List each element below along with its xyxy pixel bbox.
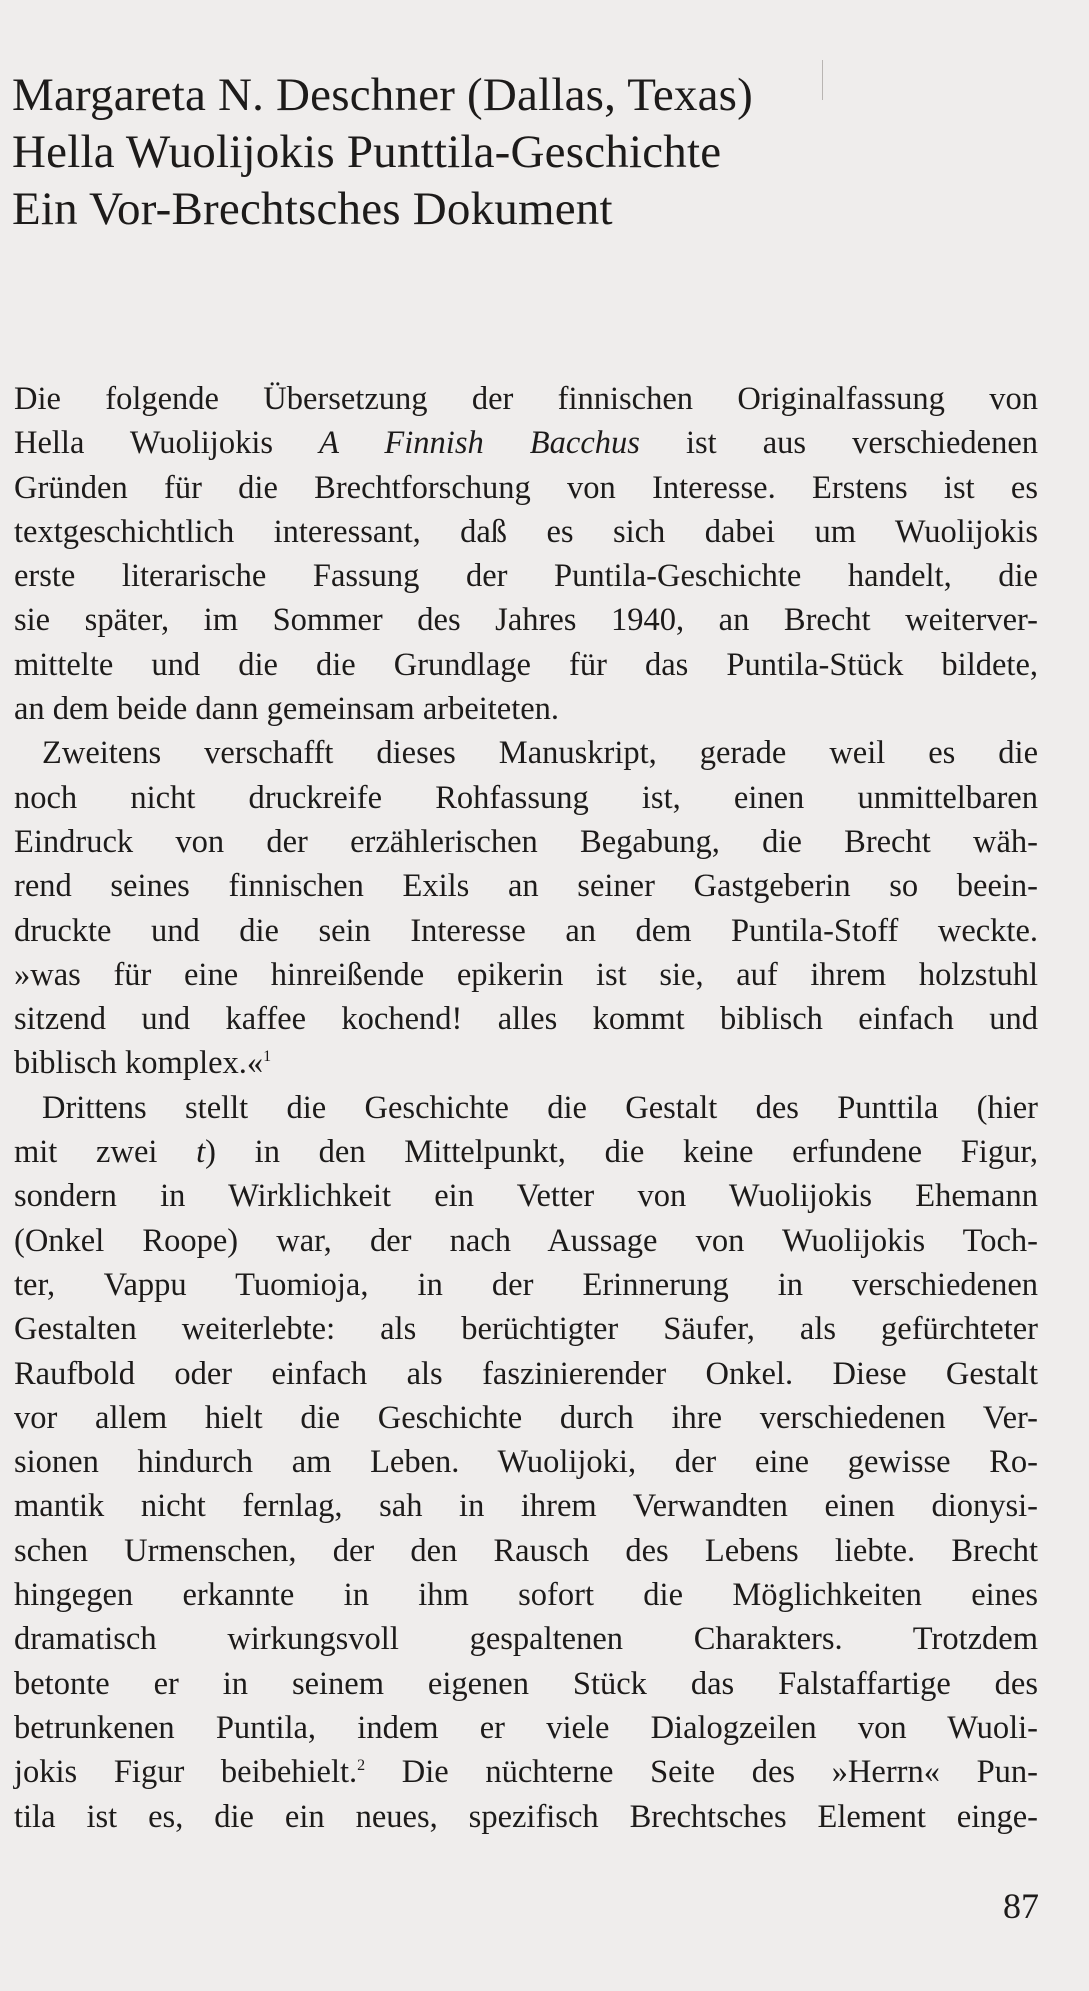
text-line: tila ist es, die ein neues, spezifisch Brechtsches Element einge- [14,1798,1038,1835]
paragraph-2 [14,731,1038,1085]
text-line: Zweitens verschafft dieses Manuskript, gerade weil es die [42,735,1038,772]
text-line: »was für eine hinreißende epikerin ist sie, auf ihrem holzstuhl [14,956,1038,993]
text-line: betrunkenen Puntila, indem er viele Dialogzeilen von Wuoli- [14,1709,1038,1746]
text-line: ter, Vappu Tuomioja, in der Erinnerung in verschiedenen [14,1266,1038,1303]
article-header [12,67,1072,238]
text-line: Drittens stellt die Geschichte die Gestalt des Punttila (hier [42,1089,1038,1126]
text-line-with-footnote [14,1750,1038,1794]
text-line: (Onkel Roope) war, der nach Aussage von Wuolijokis Toch- [14,1222,1038,1259]
text-line: an dem beide dann gemeinsam arbeiteten. [14,691,560,728]
paragraph-1 [14,377,1038,731]
text-fragment: ) in den Mittelpunkt, die keine erfundene Figur, [205,1134,1038,1171]
page-number: 87 [1003,1886,1039,1926]
text-line: Gestalten weiterlebte: als berüchtigter Säufer, als gefürchteter [14,1311,1038,1348]
text-line-with-italic [14,421,1038,465]
author-line: Margareta N. Deschner (Dallas, Texas) [12,69,754,121]
text-line: druckte und die sein Interesse an dem Puntila-Stoff weckte. [14,912,1038,949]
text-line: sondern in Wirklichkeit ein Vetter von Wuolijokis Ehemann [14,1178,1038,1215]
text-line: textgeschichtlich interessant, daß es sich dabei um Wuolijokis [14,513,1038,550]
text-fragment: mit zwei [14,1134,197,1171]
text-line: erste literarische Fassung der Puntila-Geschichte handelt, die [14,558,1038,595]
text-line: betonte er in seinem eigenen Stück das Falstaffartige des [14,1665,1038,1702]
article-title: Hella Wuolijokis Punttila-Geschichte [12,126,722,178]
text-line: Raufbold oder einfach als faszinierender Onkel. Diese Gestalt [14,1355,1038,1392]
paragraph-3 [14,1086,1038,1839]
text-line: noch nicht druckreife Rohfassung ist, einen unmittelbaren [14,779,1038,816]
text-fragment: Hella Wuolijokis [14,425,320,462]
text-line: sitzend und kaffee kochend! alles kommt biblisch einfach und [14,1001,1038,1038]
text-fragment: Die nüchterne Seite des »Herrn« Pun- [365,1754,1038,1791]
article-body [14,377,1038,1839]
text-line: sie später, im Sommer des Jahres 1940, an Brecht weiterver- [14,602,1038,639]
text-line: sionen hindurch am Leben. Wuolijoki, der eine gewisse Ro- [14,1444,1038,1481]
text-line: rend seines finnischen Exils an seiner Gastgeberin so beein- [14,868,1038,905]
text-line: Gründen für die Brechtforschung von Interesse. Erstens ist es [14,469,1038,506]
text-line: Eindruck von der erzählerischen Begabung, die Brecht wäh- [14,823,1038,860]
italic-phrase: A Finnish Bacchus [319,425,640,462]
text-line: dramatisch wirkungsvoll gespaltenen Charakters. Trotzdem [14,1621,1038,1658]
text-line: hingegen erkannte in ihm sofort die Möglichkeiten eines [14,1577,1038,1614]
text-fragment: biblisch komplex.« [14,1045,264,1082]
text-line: mittelte und die die Grundlage für das Puntila-Stück bildete, [14,646,1038,683]
text-line: mantik nicht fernlag, sah in ihrem Verwandten einen dionysi- [14,1488,1038,1525]
text-line: schen Urmenschen, der den Rausch des Lebens liebte. Brecht [14,1532,1038,1569]
footnote-ref[interactable]: 2 [357,1757,366,1775]
text-fragment: jokis Figur beibehielt. [14,1754,358,1791]
footnote-ref[interactable]: 1 [263,1048,272,1066]
text-line-with-footnote [14,1041,1038,1085]
text-line: vor allem hielt die Geschichte durch ihre verschiedenen Ver- [14,1399,1038,1436]
article-subtitle: Ein Vor-Brechtsches Dokument [12,183,613,235]
text-fragment: ist aus verschiedenen [639,425,1038,462]
text-line-with-italic [14,1130,1038,1174]
text-line: Die folgende Übersetzung der finnischen Originalfassung von [14,381,1038,417]
italic-letter: t [196,1134,206,1171]
